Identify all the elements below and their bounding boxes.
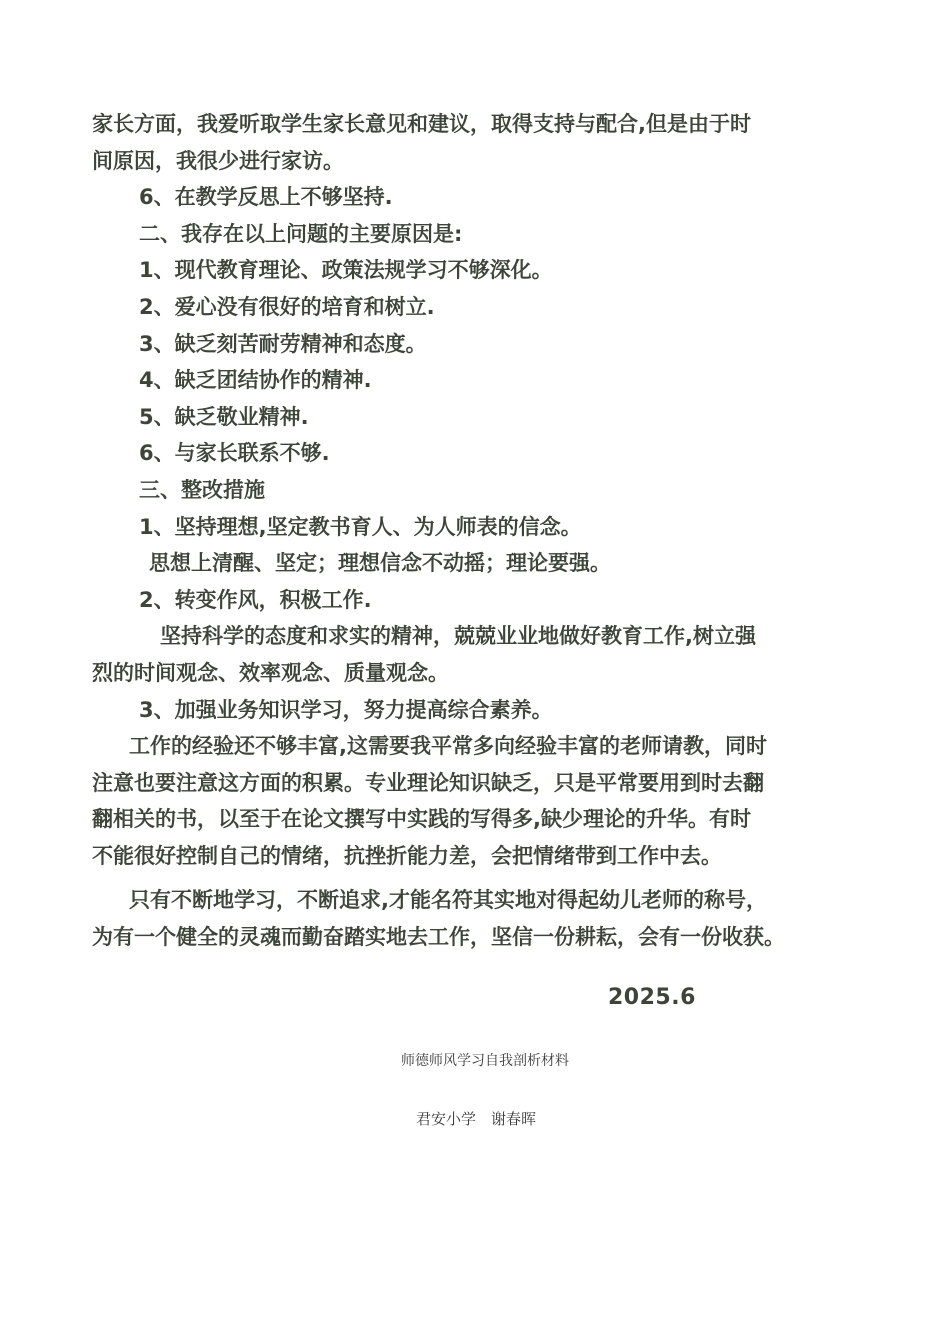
- text-line: 坚持科学的态度和求实的精神，兢兢业业地做好教育工作,树立强: [160, 624, 756, 649]
- footer-title: 师德师风学习自我剖析材料: [401, 1053, 569, 1069]
- list-item: 4、缺乏团结协作的精神.: [139, 368, 372, 393]
- text-line: 烈的时间观念、效率观念、质量观念。: [92, 660, 449, 685]
- list-item: 1、现代教育理论、政策法规学习不够深化。: [139, 258, 553, 283]
- paragraph-line: 注意也要注意这方面的积累。专业理论知识缺乏，只是平常要用到时去翻: [92, 770, 764, 795]
- text-line: 家长方面，我爱听取学生家长意见和建议，取得支持与配合,但是由于时: [92, 112, 751, 136]
- section-heading: 二、我存在以上问题的主要原因是:: [139, 221, 463, 246]
- paragraph-line: 工作的经验还不够丰富,这需要我平常多向经验丰富的老师请教，同时: [129, 734, 767, 759]
- document-date: 2025.6: [608, 985, 696, 1010]
- paragraph-line: 翻相关的书，以至于在论文撰写中实践的写得多,缺少理论的升华。有时: [92, 807, 751, 832]
- list-item: 1、坚持理想,坚定教书育人、为人师表的信念。: [139, 514, 582, 539]
- document-body: [92, 106, 882, 956]
- paragraph-line: 为有一个健全的灵魂而勤奋踏实地去工作，坚信一份耕耘，会有一份收获。: [92, 925, 785, 950]
- footer-author: 君安小学 谢春晖: [415, 1110, 536, 1128]
- list-item: 5、缺乏敬业精神.: [139, 404, 309, 429]
- list-item: 3、缺乏刻苦耐劳精神和态度。: [139, 331, 427, 356]
- section-heading: 三、整改措施: [139, 477, 265, 502]
- paragraph-line: 不能很好控制自己的情绪，抗挫折能力差，会把情绪带到工作中去。: [92, 843, 722, 868]
- list-item: 2、转变作风，积极工作.: [139, 587, 372, 612]
- text-line: 6、在教学反思上不够坚持.: [139, 185, 393, 210]
- list-item: 2、爱心没有很好的培育和树立.: [139, 294, 435, 319]
- text-line: 间原因，我很少进行家访。: [92, 148, 344, 173]
- text-line: 思想上清醒、坚定；理想信念不动摇；理论要强。: [149, 551, 611, 576]
- paragraph-line: 只有不断地学习，不断追求,才能名符其实地对得起幼儿老师的称号，: [129, 888, 767, 913]
- list-item: 6、与家长联系不够.: [139, 441, 330, 466]
- list-item: 3、加强业务知识学习，努力提高综合素养。: [139, 697, 553, 722]
